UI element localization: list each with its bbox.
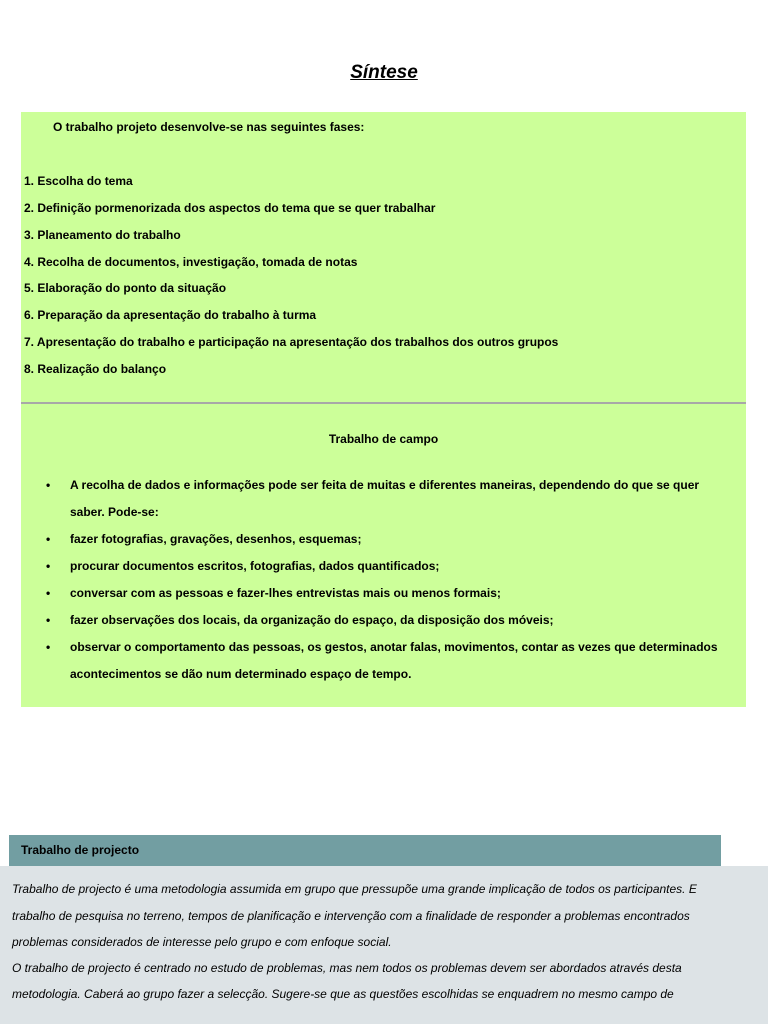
list-item: • fazer fotografias, gravações, desenhos, esquemas; <box>46 526 736 553</box>
list-item: • conversar com as pessoas e fazer-lhes entrevistas mais ou menos formais; <box>46 580 736 607</box>
phase-item: 4. Recolha de documentos, investigação, tomada de notas <box>24 255 358 269</box>
list-item: • procurar documentos escritos, fotografias, dados quantificados; <box>46 553 736 580</box>
phase-item: 5. Elaboração do ponto da situação <box>24 281 227 295</box>
field-work-list <box>46 472 736 688</box>
phase-item: 7. Apresentação do trabalho e participação na apresentação dos trabalhos dos outros grupos <box>24 335 559 349</box>
phase-item: 6. Preparação da apresentação do trabalho à turma <box>24 308 317 322</box>
phase-item: 8. Realização do balanço <box>24 362 167 376</box>
paragraph-line: problemas considerados de interesse pelo grupo e com enfoque social. <box>12 935 392 949</box>
paragraph-line: O trabalho de projecto é centrado no estudo de problemas, mas nem todos os problemas devem ser abordados através desta <box>12 961 682 975</box>
page-title: Síntese <box>350 62 418 83</box>
phase-item: 1. Escolha do tema <box>24 174 133 188</box>
paragraph-line: Trabalho de projecto é uma metodologia assumida em grupo que pressupõe uma grande implicação de todos os participantes. E <box>12 882 697 896</box>
list-item: • A recolha de dados e informações pode ser feita de muitas e diferentes maneiras, dependendo do que se quer saber. Pode-se: <box>46 472 736 526</box>
list-item: • fazer observações dos locais, da organização do espaço, da disposição dos móveis; <box>46 607 736 634</box>
paragraph-line: trabalho de pesquisa no terreno, tempos de planificação e intervenção com a finalidade de responder a problemas encontrados <box>12 909 690 923</box>
synthesis-box <box>21 112 746 707</box>
list-item: • observar o comportamento das pessoas, os gestos, anotar falas, movimentos, contar as vezes que determinados acontecimentos se dão num determinado espaço de tempo. <box>46 634 736 688</box>
phases-intro: O trabalho projeto desenvolve-se nas seguintes fases: <box>53 120 365 134</box>
phase-item: 2. Definição pormenorizada dos aspectos do tema que se quer trabalhar <box>24 201 436 215</box>
phase-item: 3. Planeamento do trabalho <box>24 228 181 242</box>
project-section-title: Trabalho de projecto <box>21 843 140 857</box>
field-work-title: Trabalho de campo <box>328 432 439 446</box>
paragraph-line: metodologia. Caberá ao grupo fazer a selecção. Sugere-se que as questões escolhidas se enquadrem no mesmo campo de <box>12 987 674 1001</box>
section-divider <box>21 402 746 404</box>
project-section-header <box>9 835 721 866</box>
project-section-body <box>0 866 768 1024</box>
